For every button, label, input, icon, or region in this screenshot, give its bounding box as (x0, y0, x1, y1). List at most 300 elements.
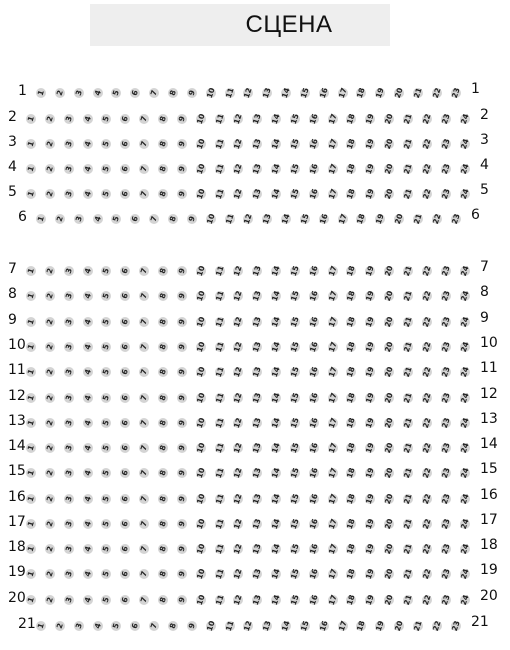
seat[interactable] (139, 569, 149, 579)
seat[interactable] (158, 393, 168, 403)
seat[interactable] (158, 164, 168, 174)
seat[interactable] (384, 443, 394, 453)
seat[interactable] (111, 88, 121, 98)
seat[interactable] (158, 544, 168, 554)
seat[interactable] (346, 494, 356, 504)
seat[interactable] (422, 367, 432, 377)
seat[interactable] (45, 544, 55, 554)
seat[interactable] (233, 189, 243, 199)
seat[interactable] (26, 342, 36, 352)
seat[interactable] (460, 468, 470, 478)
seat[interactable] (233, 544, 243, 554)
seat[interactable] (300, 621, 310, 631)
seat[interactable] (215, 418, 225, 428)
seat[interactable] (252, 443, 262, 453)
seat[interactable] (346, 519, 356, 529)
seat[interactable] (83, 317, 93, 327)
seat[interactable] (64, 189, 74, 199)
seat[interactable] (139, 342, 149, 352)
seat[interactable] (441, 418, 451, 428)
seat[interactable] (120, 164, 130, 174)
seat[interactable] (139, 418, 149, 428)
seat[interactable] (74, 621, 84, 631)
seat[interactable] (281, 214, 291, 224)
seat[interactable] (158, 114, 168, 124)
seat[interactable] (26, 291, 36, 301)
seat[interactable] (328, 317, 338, 327)
seat[interactable] (328, 367, 338, 377)
seat[interactable] (215, 443, 225, 453)
seat[interactable] (233, 468, 243, 478)
seat[interactable] (328, 443, 338, 453)
seat[interactable] (309, 494, 319, 504)
seat[interactable] (101, 139, 111, 149)
seat[interactable] (365, 468, 375, 478)
seat[interactable] (83, 443, 93, 453)
seat[interactable] (83, 569, 93, 579)
seat[interactable] (403, 393, 413, 403)
seat[interactable] (271, 291, 281, 301)
seat[interactable] (271, 544, 281, 554)
seat[interactable] (177, 291, 187, 301)
seat[interactable] (139, 367, 149, 377)
seat[interactable] (422, 164, 432, 174)
seat[interactable] (215, 317, 225, 327)
seat[interactable] (403, 189, 413, 199)
seat[interactable] (45, 189, 55, 199)
seat[interactable] (26, 569, 36, 579)
seat[interactable] (365, 266, 375, 276)
seat[interactable] (177, 114, 187, 124)
seat[interactable] (365, 569, 375, 579)
seat[interactable] (328, 569, 338, 579)
seat[interactable] (384, 342, 394, 352)
seat[interactable] (158, 443, 168, 453)
seat[interactable] (290, 569, 300, 579)
seat[interactable] (271, 164, 281, 174)
seat[interactable] (271, 569, 281, 579)
seat[interactable] (309, 266, 319, 276)
seat[interactable] (394, 88, 404, 98)
seat[interactable] (460, 494, 470, 504)
seat[interactable] (120, 595, 130, 605)
seat[interactable] (120, 342, 130, 352)
seat[interactable] (45, 393, 55, 403)
seat[interactable] (45, 266, 55, 276)
seat[interactable] (441, 569, 451, 579)
seat[interactable] (460, 595, 470, 605)
seat[interactable] (139, 317, 149, 327)
seat[interactable] (55, 621, 65, 631)
seat[interactable] (356, 214, 366, 224)
seat[interactable] (403, 418, 413, 428)
seat[interactable] (158, 291, 168, 301)
seat[interactable] (45, 468, 55, 478)
seat[interactable] (139, 544, 149, 554)
seat[interactable] (346, 468, 356, 478)
seat[interactable] (271, 367, 281, 377)
seat[interactable] (225, 88, 235, 98)
seat[interactable] (338, 621, 348, 631)
seat[interactable] (271, 342, 281, 352)
seat[interactable] (120, 114, 130, 124)
seat[interactable] (158, 494, 168, 504)
seat[interactable] (139, 595, 149, 605)
seat[interactable] (45, 164, 55, 174)
seat[interactable] (225, 214, 235, 224)
seat[interactable] (45, 443, 55, 453)
seat[interactable] (422, 393, 432, 403)
seat[interactable] (196, 367, 206, 377)
seat[interactable] (384, 569, 394, 579)
seat[interactable] (64, 291, 74, 301)
seat[interactable] (120, 291, 130, 301)
seat[interactable] (328, 544, 338, 554)
seat[interactable] (290, 114, 300, 124)
seat[interactable] (262, 621, 272, 631)
seat[interactable] (64, 595, 74, 605)
seat[interactable] (45, 595, 55, 605)
seat[interactable] (120, 393, 130, 403)
seat[interactable] (441, 519, 451, 529)
seat[interactable] (83, 114, 93, 124)
seat[interactable] (422, 317, 432, 327)
seat[interactable] (101, 317, 111, 327)
seat[interactable] (346, 291, 356, 301)
seat[interactable] (64, 317, 74, 327)
seat[interactable] (101, 291, 111, 301)
seat[interactable] (120, 519, 130, 529)
seat[interactable] (177, 468, 187, 478)
seat[interactable] (158, 317, 168, 327)
seat[interactable] (460, 367, 470, 377)
seat[interactable] (460, 114, 470, 124)
seat[interactable] (413, 621, 423, 631)
seat[interactable] (271, 494, 281, 504)
seat[interactable] (120, 443, 130, 453)
seat[interactable] (45, 519, 55, 529)
seat[interactable] (45, 317, 55, 327)
seat[interactable] (64, 342, 74, 352)
seat[interactable] (158, 342, 168, 352)
seat[interactable] (290, 494, 300, 504)
seat[interactable] (384, 519, 394, 529)
seat[interactable] (460, 519, 470, 529)
seat[interactable] (243, 621, 253, 631)
seat[interactable] (309, 367, 319, 377)
seat[interactable] (64, 393, 74, 403)
seat[interactable] (290, 291, 300, 301)
seat[interactable] (460, 189, 470, 199)
seat[interactable] (262, 88, 272, 98)
seat[interactable] (451, 621, 461, 631)
seat[interactable] (120, 468, 130, 478)
seat[interactable] (215, 519, 225, 529)
seat[interactable] (139, 468, 149, 478)
seat[interactable] (93, 88, 103, 98)
seat[interactable] (290, 468, 300, 478)
seat[interactable] (365, 595, 375, 605)
seat[interactable] (346, 544, 356, 554)
seat[interactable] (120, 544, 130, 554)
seat[interactable] (233, 494, 243, 504)
seat[interactable] (120, 317, 130, 327)
seat[interactable] (328, 291, 338, 301)
seat[interactable] (252, 544, 262, 554)
seat[interactable] (252, 468, 262, 478)
seat[interactable] (403, 544, 413, 554)
seat[interactable] (26, 317, 36, 327)
seat[interactable] (252, 595, 262, 605)
seat[interactable] (45, 291, 55, 301)
seat[interactable] (177, 443, 187, 453)
seat[interactable] (252, 291, 262, 301)
seat[interactable] (233, 317, 243, 327)
seat[interactable] (177, 189, 187, 199)
seat[interactable] (403, 595, 413, 605)
seat[interactable] (215, 595, 225, 605)
seat[interactable] (177, 393, 187, 403)
seat[interactable] (252, 519, 262, 529)
seat[interactable] (196, 189, 206, 199)
seat[interactable] (64, 367, 74, 377)
seat[interactable] (187, 621, 197, 631)
seat[interactable] (252, 342, 262, 352)
seat[interactable] (384, 139, 394, 149)
seat[interactable] (64, 266, 74, 276)
seat[interactable] (83, 393, 93, 403)
seat[interactable] (64, 544, 74, 554)
seat[interactable] (309, 468, 319, 478)
seat[interactable] (233, 519, 243, 529)
seat[interactable] (384, 317, 394, 327)
seat[interactable] (271, 418, 281, 428)
seat[interactable] (177, 494, 187, 504)
seat[interactable] (64, 114, 74, 124)
seat[interactable] (375, 621, 385, 631)
seat[interactable] (26, 595, 36, 605)
seat[interactable] (101, 418, 111, 428)
seat[interactable] (187, 88, 197, 98)
seat[interactable] (111, 214, 121, 224)
seat[interactable] (441, 266, 451, 276)
seat[interactable] (441, 291, 451, 301)
seat[interactable] (441, 393, 451, 403)
seat[interactable] (83, 266, 93, 276)
seat[interactable] (441, 494, 451, 504)
seat[interactable] (422, 494, 432, 504)
seat[interactable] (356, 88, 366, 98)
seat[interactable] (346, 595, 356, 605)
seat[interactable] (432, 88, 442, 98)
seat[interactable] (365, 393, 375, 403)
seat[interactable] (83, 139, 93, 149)
seat[interactable] (215, 544, 225, 554)
seat[interactable] (384, 494, 394, 504)
seat[interactable] (111, 621, 121, 631)
seat[interactable] (101, 342, 111, 352)
seat[interactable] (403, 569, 413, 579)
seat[interactable] (139, 494, 149, 504)
seat[interactable] (206, 621, 216, 631)
seat[interactable] (215, 114, 225, 124)
seat[interactable] (394, 621, 404, 631)
seat[interactable] (196, 114, 206, 124)
seat[interactable] (26, 544, 36, 554)
seat[interactable] (422, 139, 432, 149)
seat[interactable] (252, 139, 262, 149)
seat[interactable] (64, 494, 74, 504)
seat[interactable] (177, 595, 187, 605)
seat[interactable] (45, 139, 55, 149)
seat[interactable] (460, 342, 470, 352)
seat[interactable] (346, 189, 356, 199)
seat[interactable] (384, 189, 394, 199)
seat[interactable] (262, 214, 272, 224)
seat[interactable] (290, 367, 300, 377)
seat[interactable] (196, 164, 206, 174)
seat[interactable] (422, 342, 432, 352)
seat[interactable] (460, 544, 470, 554)
seat[interactable] (101, 266, 111, 276)
seat[interactable] (271, 519, 281, 529)
seat[interactable] (441, 139, 451, 149)
seat[interactable] (422, 468, 432, 478)
seat[interactable] (196, 291, 206, 301)
seat[interactable] (64, 139, 74, 149)
seat[interactable] (365, 367, 375, 377)
seat[interactable] (196, 595, 206, 605)
seat[interactable] (83, 164, 93, 174)
seat[interactable] (83, 468, 93, 478)
seat[interactable] (26, 139, 36, 149)
seat[interactable] (64, 468, 74, 478)
seat[interactable] (319, 214, 329, 224)
seat[interactable] (83, 367, 93, 377)
seat[interactable] (139, 519, 149, 529)
seat[interactable] (290, 595, 300, 605)
seat[interactable] (158, 519, 168, 529)
seat[interactable] (365, 139, 375, 149)
seat[interactable] (290, 393, 300, 403)
seat[interactable] (271, 139, 281, 149)
seat[interactable] (74, 88, 84, 98)
seat[interactable] (328, 266, 338, 276)
seat[interactable] (158, 189, 168, 199)
seat[interactable] (281, 88, 291, 98)
seat[interactable] (271, 266, 281, 276)
seat[interactable] (83, 595, 93, 605)
seat[interactable] (309, 569, 319, 579)
seat[interactable] (149, 88, 159, 98)
seat[interactable] (101, 468, 111, 478)
seat[interactable] (328, 494, 338, 504)
seat[interactable] (215, 569, 225, 579)
seat[interactable] (233, 266, 243, 276)
seat[interactable] (158, 139, 168, 149)
seat[interactable] (290, 189, 300, 199)
seat[interactable] (177, 317, 187, 327)
seat[interactable] (233, 393, 243, 403)
seat[interactable] (422, 189, 432, 199)
seat[interactable] (309, 595, 319, 605)
seat[interactable] (252, 317, 262, 327)
seat[interactable] (432, 621, 442, 631)
seat[interactable] (26, 468, 36, 478)
seat[interactable] (139, 114, 149, 124)
seat[interactable] (300, 88, 310, 98)
seat[interactable] (139, 139, 149, 149)
seat[interactable] (101, 443, 111, 453)
seat[interactable] (139, 393, 149, 403)
seat[interactable] (384, 291, 394, 301)
seat[interactable] (328, 114, 338, 124)
seat[interactable] (26, 393, 36, 403)
seat[interactable] (328, 164, 338, 174)
seat[interactable] (139, 164, 149, 174)
seat[interactable] (139, 443, 149, 453)
seat[interactable] (196, 266, 206, 276)
seat[interactable] (346, 139, 356, 149)
seat[interactable] (233, 164, 243, 174)
seat[interactable] (309, 544, 319, 554)
seat[interactable] (252, 367, 262, 377)
seat[interactable] (365, 114, 375, 124)
seat[interactable] (101, 569, 111, 579)
seat[interactable] (168, 621, 178, 631)
seat[interactable] (309, 164, 319, 174)
seat[interactable] (375, 214, 385, 224)
seat[interactable] (365, 291, 375, 301)
seat[interactable] (26, 418, 36, 428)
seat[interactable] (196, 544, 206, 554)
seat[interactable] (36, 88, 46, 98)
seat[interactable] (177, 418, 187, 428)
seat[interactable] (55, 214, 65, 224)
seat[interactable] (328, 393, 338, 403)
seat[interactable] (215, 393, 225, 403)
seat[interactable] (120, 266, 130, 276)
seat[interactable] (451, 214, 461, 224)
seat[interactable] (403, 443, 413, 453)
seat[interactable] (384, 114, 394, 124)
seat[interactable] (45, 418, 55, 428)
seat[interactable] (177, 519, 187, 529)
seat[interactable] (328, 468, 338, 478)
seat[interactable] (309, 291, 319, 301)
seat[interactable] (309, 317, 319, 327)
seat[interactable] (101, 544, 111, 554)
seat[interactable] (460, 317, 470, 327)
seat[interactable] (460, 418, 470, 428)
seat[interactable] (158, 595, 168, 605)
seat[interactable] (271, 468, 281, 478)
seat[interactable] (215, 367, 225, 377)
seat[interactable] (384, 418, 394, 428)
seat[interactable] (346, 367, 356, 377)
seat[interactable] (384, 393, 394, 403)
seat[interactable] (45, 494, 55, 504)
seat[interactable] (403, 266, 413, 276)
seat[interactable] (196, 569, 206, 579)
seat[interactable] (26, 519, 36, 529)
seat[interactable] (290, 317, 300, 327)
seat[interactable] (101, 494, 111, 504)
seat[interactable] (403, 468, 413, 478)
seat[interactable] (300, 214, 310, 224)
seat[interactable] (64, 418, 74, 428)
seat[interactable] (26, 164, 36, 174)
